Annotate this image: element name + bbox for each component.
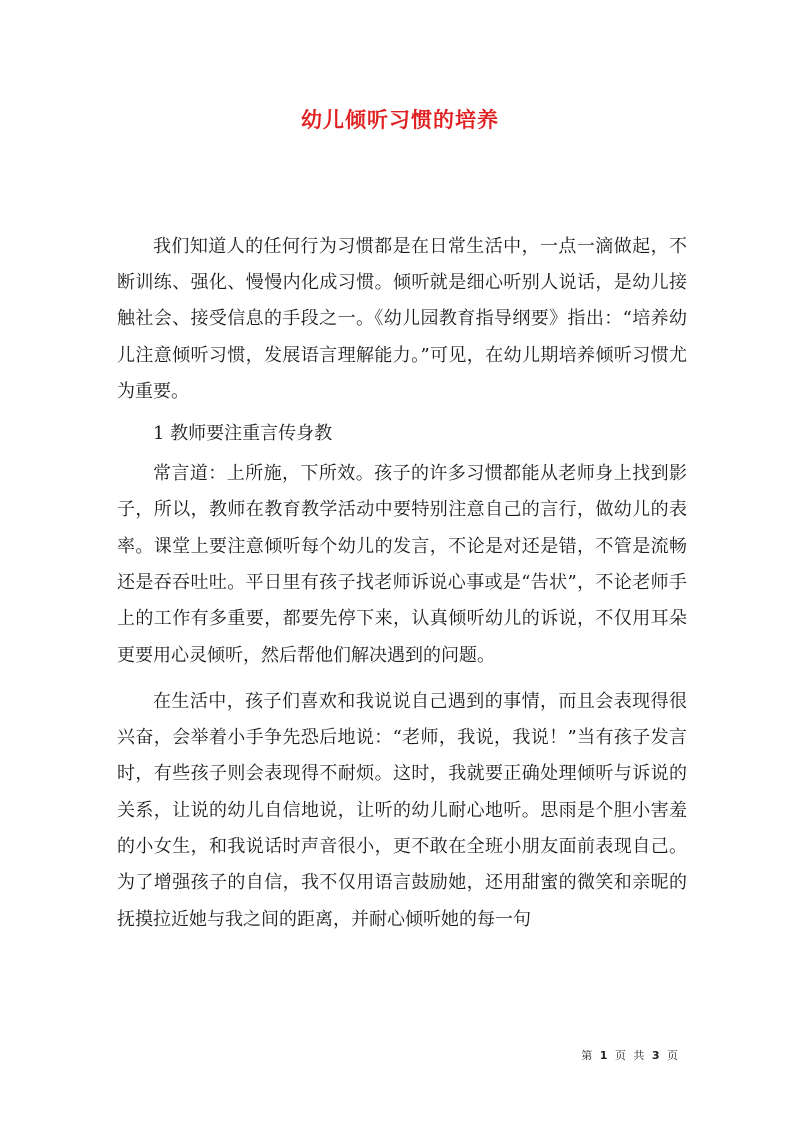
footer-page-number: 1 — [599, 1049, 610, 1062]
footer-suffix: 页 — [667, 1049, 680, 1062]
paragraph-teacher-example: 常言道：上所施，下所效。孩子的许多习惯都能从老师身上找到影子，所以，教师在教育教学活动中要特别注意自己的言行，做幼儿的表率。课堂上要注意倾听每个幼儿的发言，不论是对还是错，不管是流畅还是吞吞吐吐。平日里有孩子找老师诉说心事或是“告状”，不论老师手上的工作有多重要，都要先停下来，认真倾听幼儿的诉说，不仅用耳朵更要用心灵倾听，然后帮他们解决遇到的问题。 — [117, 463, 687, 666]
footer-prefix: 第 — [581, 1049, 595, 1062]
document-title: 幼儿倾听习惯的培养 — [301, 107, 499, 132]
section-heading: 1 教师要注重言传身教 — [153, 423, 333, 445]
page-footer — [0, 1047, 680, 1063]
footer-middle: 页 共 — [614, 1049, 647, 1062]
footer-total-pages: 3 — [651, 1049, 662, 1062]
paragraph-daily-life: 在生活中，孩子们喜欢和我说说自己遇到的事情，而且会表现得很兴奋，会举着小手争先恐后地说：“老师，我说，我说！”当有孩子发言时，有些孩子则会表现得不耐烦。这时，我就要正确处理倾听与诉说的关系，让说的幼儿自信地说，让听的幼儿耐心地听。思雨是个胆小害羞的小女生，和我说话时声音很小，更不敢在全班小朋友面前表现自己。为了增强孩子的自信，我不仅用语言鼓励她，还用甜蜜的微笑和亲昵的抚摸拉近她与我之间的距离，并耐心倾听她的每一句 — [117, 690, 687, 930]
document-body — [117, 229, 687, 938]
paragraph-intro: 我们知道人的任何行为习惯都是在日常生活中，一点一滴做起，不断训练、强化、慢慢内化成习惯。倾听就是细心听别人说话，是幼儿接触社会、接受信息的手段之一。《幼儿园教育指导纲要》指出：“培养幼儿注意倾听习惯，发展语言理解能力。”可见，在幼儿期培养倾听习惯尤为重要。 — [117, 236, 687, 402]
